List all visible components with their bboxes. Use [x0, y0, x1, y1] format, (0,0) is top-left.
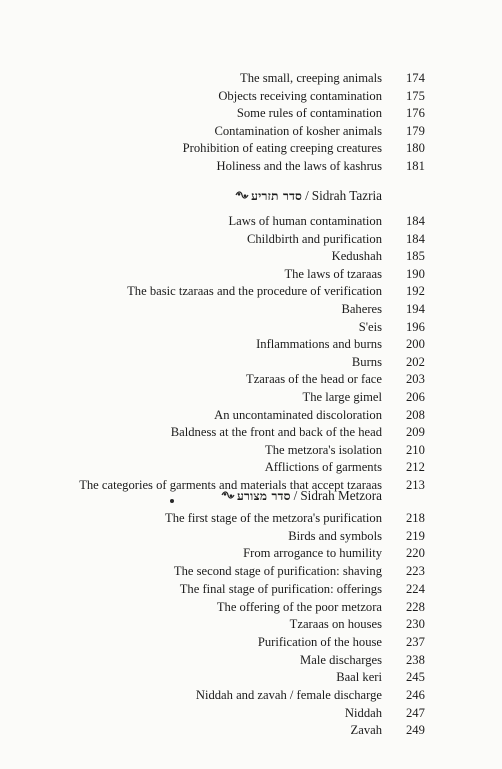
hebrew-title: סדר תזריע — [251, 189, 303, 203]
toc-entry — [0, 335, 502, 353]
toc-entry — [0, 282, 502, 300]
toc-entry — [0, 721, 502, 739]
section-heading-metzora — [220, 486, 382, 506]
toc-entry-page: 223 — [406, 564, 425, 579]
toc-entry-page: 246 — [406, 688, 425, 702]
toc-entry-title: The basic tzaraas and the procedure of verification — [127, 284, 382, 299]
hebrew-title: סדר מצורע — [237, 489, 291, 503]
toc-entry — [0, 544, 502, 562]
toc-entry-title: Baldness at the front and back of the head — [170, 425, 382, 440]
toc-entry-title: Zavah — [350, 723, 382, 738]
heading-separator: / — [293, 488, 298, 503]
toc-entry — [0, 122, 502, 140]
toc-entry-title: Birds and symbols — [288, 528, 382, 543]
toc-entry-page: 174 — [406, 71, 425, 85]
toc-entry-page: 219 — [406, 528, 425, 543]
toc-entry-page: 200 — [406, 337, 425, 352]
toc-entry-title: Holiness and the laws of kashrus — [216, 158, 382, 173]
toc-entry-title: The second stage of purification: shaving — [173, 564, 382, 579]
toc-entry-title: S'eis — [358, 319, 382, 334]
toc-entry-page: 194 — [406, 302, 425, 316]
toc-entry — [0, 406, 502, 424]
section-heading-tazria — [234, 186, 382, 206]
toc-entry-page: 213 — [406, 478, 425, 492]
toc-entry — [0, 104, 502, 122]
toc-entry — [0, 441, 502, 459]
toc-entry — [0, 353, 502, 371]
toc-entry-title: Contamination of kosher animals — [214, 123, 382, 138]
toc-entry-page: 176 — [406, 106, 425, 120]
toc-entry-title: Kedushah — [331, 249, 382, 264]
stray-mark — [170, 499, 174, 503]
toc-entry-page: 175 — [406, 88, 425, 103]
toc-entry — [0, 87, 502, 105]
toc-entry — [0, 509, 502, 527]
english-title: Sidrah Tazria — [311, 188, 382, 203]
toc-entry-title: The metzora's isolation — [265, 442, 382, 457]
toc-entry-page: 203 — [406, 372, 425, 387]
toc-entry-title: Objects receiving contamination — [218, 88, 382, 103]
toc-entry-page: 196 — [406, 319, 425, 334]
toc-entry-page: 184 — [406, 231, 425, 246]
toc-entry-page: 190 — [406, 266, 425, 281]
toc-entry — [0, 633, 502, 651]
toc-entry-page: 212 — [406, 460, 425, 475]
floral-ornament-icon — [235, 186, 249, 196]
toc-entry-page: 228 — [406, 599, 425, 614]
toc-entry — [0, 370, 502, 388]
toc-entry — [0, 598, 502, 616]
toc-entry-title: Male discharges — [300, 652, 382, 667]
toc-entry-page: 208 — [406, 407, 425, 422]
toc-entry-title: Baal keri — [336, 670, 382, 685]
toc-entry-page: 206 — [406, 390, 425, 404]
toc-entry — [0, 562, 502, 580]
toc-entry — [0, 300, 502, 318]
toc-entry — [0, 423, 502, 441]
english-title: Sidrah Metzora — [300, 488, 382, 503]
toc-entry-title: Childbirth and purification — [246, 231, 382, 246]
toc-entry — [0, 704, 502, 722]
toc-entry — [0, 157, 502, 175]
toc-entry — [0, 69, 502, 87]
toc-entry-title: Niddah — [344, 705, 382, 720]
toc-entry — [0, 212, 502, 230]
toc-entry-page: 220 — [406, 546, 425, 561]
toc-entry-page: 202 — [406, 354, 425, 369]
toc-entry — [0, 527, 502, 545]
toc-entry-page: 184 — [406, 214, 425, 228]
toc-entry — [0, 247, 502, 265]
toc-entry-page: 179 — [406, 123, 425, 138]
toc-entry-title: The offering of the poor metzora — [216, 599, 382, 614]
toc-entry-title: The large gimel — [302, 390, 382, 404]
toc-entry-title: The final stage of purification: offerings — [179, 581, 382, 596]
toc-entry-title: Tzaraas of the head or face — [246, 372, 382, 387]
toc-entry-title: Some rules of contamination — [236, 106, 382, 120]
toc-entry-title: Laws of human contamination — [228, 214, 382, 228]
toc-entry — [0, 615, 502, 633]
toc-entry-page: 210 — [406, 442, 425, 457]
toc-entry-page: 185 — [406, 249, 425, 264]
toc-entry-title: Purification of the house — [257, 634, 382, 649]
toc-entry-page: 218 — [406, 511, 425, 525]
toc-entry-title: The first stage of the metzora's purification — [165, 511, 382, 525]
toc-entry-title: Burns — [351, 354, 382, 369]
heading-separator: / — [305, 188, 309, 203]
toc-entry-page: 180 — [406, 141, 425, 155]
toc-entry — [0, 668, 502, 686]
toc-entry — [0, 651, 502, 669]
toc-entry — [0, 139, 502, 157]
toc-entry-title: Tzaraas on houses — [289, 617, 382, 632]
toc-entry — [0, 318, 502, 336]
toc-entry-page: 209 — [406, 425, 425, 440]
toc-entry — [0, 686, 502, 704]
toc-entry — [0, 388, 502, 406]
toc-entry-page: 245 — [406, 670, 425, 685]
toc-entry-title: From arrogance to humility — [243, 546, 382, 561]
floral-ornament-icon — [221, 486, 235, 496]
toc-entry-page: 181 — [406, 158, 425, 173]
toc-entry — [0, 580, 502, 598]
toc-entry — [0, 265, 502, 283]
toc-entry-title: Niddah and zavah / female discharge — [195, 688, 382, 702]
toc-entry-page: 192 — [406, 284, 425, 299]
toc-entry-page: 247 — [406, 705, 425, 720]
toc-entry-page: 249 — [406, 723, 425, 738]
toc-entry-page: 230 — [406, 617, 425, 632]
toc-entry-page: 224 — [406, 581, 425, 596]
toc-entry-title: Baheres — [341, 302, 382, 316]
toc-entry-title: The laws of tzaraas — [284, 266, 382, 281]
toc-entry-title: Inflammations and burns — [256, 337, 382, 352]
toc-entry — [0, 458, 502, 476]
toc-entry-page: 238 — [406, 652, 425, 667]
toc-entry-page: 237 — [406, 634, 425, 649]
toc-entry-title: The small, creeping animals — [240, 71, 382, 85]
toc-entry-title: An uncontaminated discoloration — [214, 407, 382, 422]
toc-entry-title: Afflictions of garments — [264, 460, 382, 475]
toc-entry-title: The categories of garments and materials that accept tzaraas — [79, 478, 382, 492]
toc-entry — [0, 230, 502, 248]
toc-entry-title: Prohibition of eating creeping creatures — [182, 141, 382, 155]
